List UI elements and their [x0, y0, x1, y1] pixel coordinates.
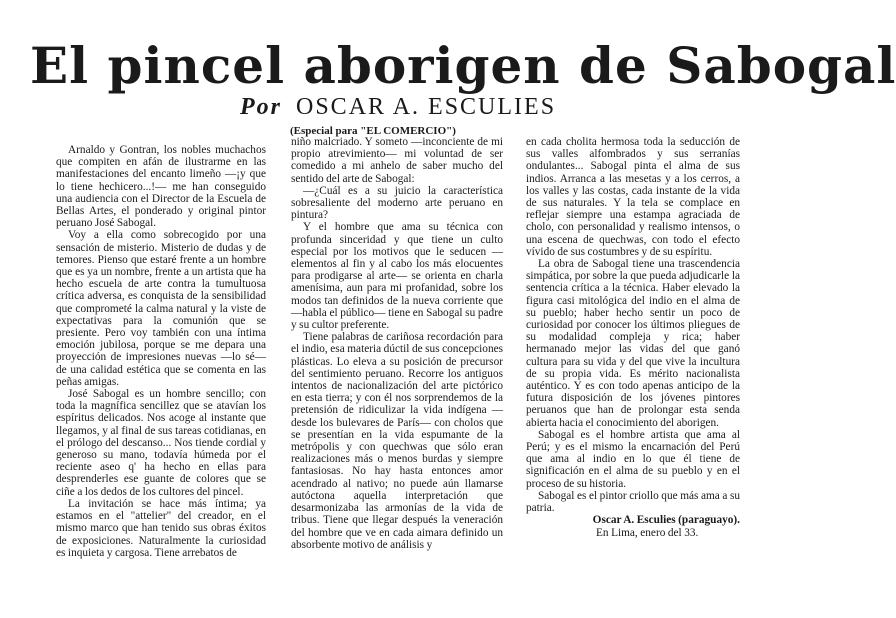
paragraph: Sabogal es el hombre artista que ama al Perú; y es el mismo la encarnación del Perú que ama al indio en lo que él tiene de significación en el alma de su pueblo y en el proceso de su historia.: [526, 428, 740, 490]
byline-por: Por: [240, 94, 282, 120]
author-signature: Oscar A. Esculies (paraguayo).: [592, 514, 740, 527]
paragraph: Y el hombre que ama su técnica con profunda sinceridad y que tiene un culto especial por los motivos que le seducen —elementos al fin y al cabo los más elocuentes para prodigarse al arte— se orienta en charla amenísima, aun para mi profanidad, sobre los modos tan definidos de la nueva corriente que —habla el público— tiene en Sabogal su padre y su cultor preferente.: [291, 221, 503, 332]
paragraph: en cada cholita hermosa toda la seducción de sus valles alfombrados y sus serranías ondulantes... Sabogal pinta el alma de sus indios. Arranca a las mesetas y a los cerros, a los valles y las costas, cada instante de la vida de sus naturales. Y la tela se complace en reflejar siempre una estampa agraciada de cholo, con personalidad y realismo intensos, o una escena de quechwas, con todo el efecto vívido de sus costumbres y de su espíritu.: [526, 136, 740, 258]
byline: [240, 94, 640, 121]
paragraph: Sabogal es el pintor criollo que más ama a su patria.: [526, 489, 740, 515]
column-3: [526, 136, 740, 539]
paragraph: La invitación se hace más íntima; ya estamos en el "attelier" del creador, en el mismo marco que han tenido sus obras éxitos de exposiciones. Naturalmente la curiosidad es inquieta y cargosa. Tiene arrebatos de: [56, 497, 266, 559]
paragraph: Tiene palabras de cariñosa recordación para el indio, esa materia dúctil de sus concepciones plásticas. Lo eleva a su posición de precursor del sentimiento peruano. Recorre los antiguos intentos de nacionalización del arte pictórico en esta tierra; y con él nos sorprendemos de la pretensión de ridiculizar la vida indígena —desde los bulevares de París— con cholos que se presentían en la vida espumante de la metrópolis y con quechwas que sólo eran realizaciones más o menos burdas y siempre fantasiosas. No hay hasta entonces amor acendrado al nativo; no puede aún llamarse autóctona aquella interpretación que desarmonizaba las armonías de la vida de tribus. Tiene que llegar después la veneración del hombre que ve en cada aimara definido un absorbente motivo de análisis y: [291, 331, 503, 551]
paragraph: —¿Cuál es a su juicio la característica sobresaliente del moderno arte peruano en pintura?: [291, 184, 503, 222]
paragraph: Arnaldo y Gontran, los nobles muchachos que compiten en afán de ilustrarme en las manifestaciones del encanto limeño —¡y que lo tiene hechicero...!— me han conseguido una audiencia con el Director de la Escuela de Bellas Artes, el ponderado y original pintor peruano José Sabogal.: [56, 144, 266, 230]
paragraph: La obra de Sabogal tiene una trascendencia simpática, por sobre la que pueda adjudicarle la sentencia crítica a la técnica. Haber elevado la figura casi mitológica del indio en el alma de su pueblo; haber hecho sentir un poco de curiosidad por conocer los últimos pliegues de su modalidad compleja y rica; haber hermanado mejor las vidas del que ganó cultura para su vida y del que vive la incultura de su propia vida. Es mérito nacionalista auténtico. Y es con todo apenas anticipo de la futura disposición de los jóvenes pintores peruanos que han de prolongar esta senda abierta hacia el conocimiento del aborigen.: [526, 258, 740, 429]
column-1: [56, 144, 266, 559]
paragraph: niño malcriado. Y someto —inconciente de mi propio atrevimiento— mi voluntad de ser comedido a mi anhelo de saber mucho del sentido del arte de Sabogal:: [291, 136, 503, 185]
paragraph: Voy a ella como sobrecogido por una sensación de misterio. Misterio de dudas y de temores. Pienso que estaré frente a un hombre que es ya un nombre, frente a un artista que ha hecho escuela de arte contra la tumultuosa crítica adversa, es conquista de la sensibilidad que comprometé la calma natural y la viste de expectativas para la comunión que se presiente. Pero voy también con una íntima emoción jubilosa, porque se me depara una proyección de impresiones nuevas —lo sé— de una calidad estética que se comenta en las peñas amigas.: [56, 229, 266, 388]
place-date: En Lima, enero del 33.: [596, 526, 699, 539]
column-2: [291, 136, 503, 551]
byline-author: OSCAR A. ESCULIES: [296, 94, 557, 120]
headline: El pincel aborigen de Sabogal: [30, 36, 896, 95]
special-credit: (Especial para "EL COMERCIO"): [290, 125, 456, 137]
paragraph: José Sabogal es un hombre sencillo; con toda la magnífica sencillez que se atavían los espíritus delicados. Nos acoge al instante que llegamos, y al final de sus tareas cotidianas, en el prólogo del descanso... Nos tiende cordial y generoso su mano, todavía húmeda por el reciente aseo q' ha hecho en ellas para desprenderles ese guante de colores que se ciñe a los dedos de los cultores del pincel.: [56, 388, 266, 498]
